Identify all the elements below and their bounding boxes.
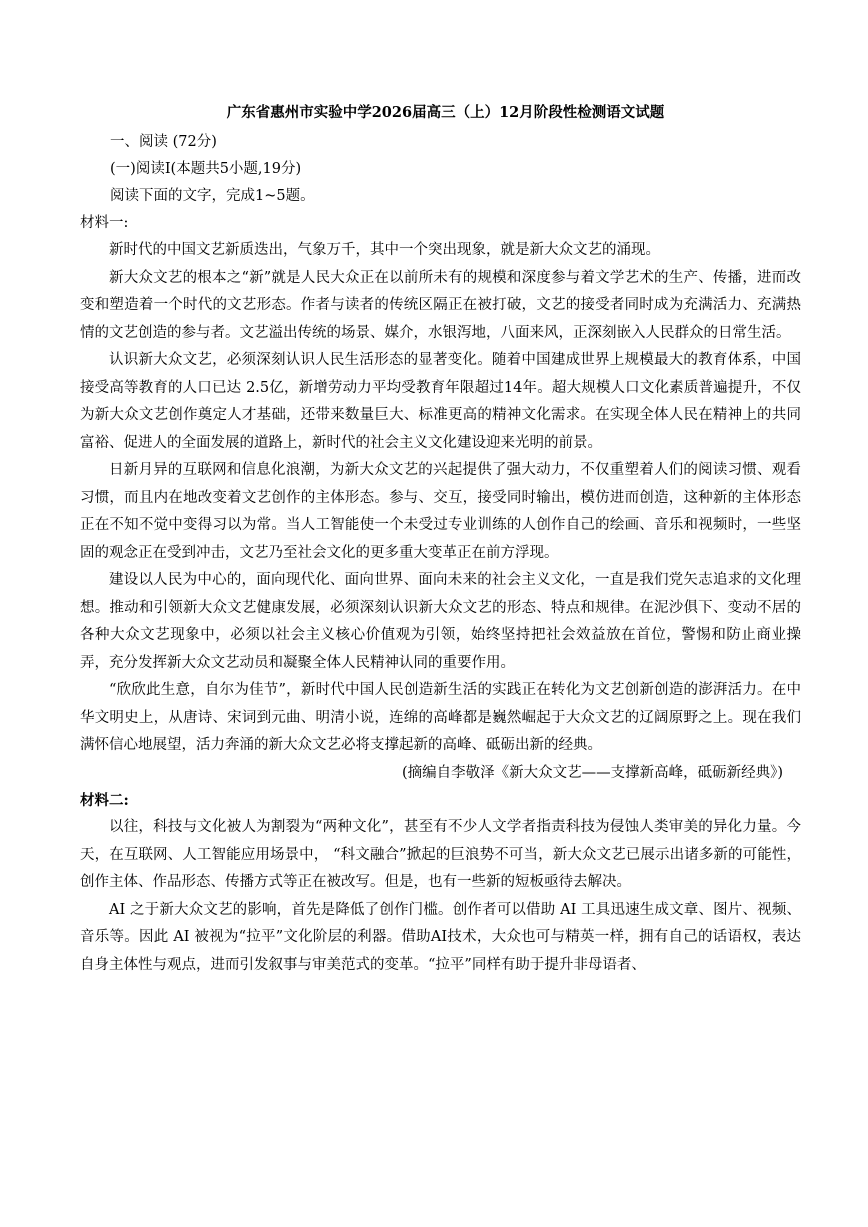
material1-paragraph: 建设以人民为中心的，面向现代化、面向世界、面向未来的社会主义文化，一直是我们党矢志追求的文化理想。推动和引领新大众文艺健康发展，必须深刻认识新大众文艺的形态、特点和规律。在泥沙俱下、变动不居的各种大众文艺现象中，必须以社会主义核心价值观为引领，始终坚持把社会效益放在首位，警惕和防止商业操弄，充分发挥新大众文艺动员和凝聚全体人民精神认同的重要作用。 — [80, 572, 801, 671]
material2-paragraph: 以往，科技与文化被人为割裂为“两种文化”，甚至有不少人文学者指责科技为侵蚀人类审美的异化力量。今天，在互联网、人工智能应用场景中， “科文融合”掀起的巨浪势不可当，新大众文艺已展示出诸多新的可能性，创作主体、作品形态、传播方式等正在被改写。但是，也有一些新的短板亟待去解决。 — [80, 819, 801, 890]
document-body — [80, 103, 801, 979]
subsection-heading: (一)阅读Ⅰ(本题共5小题,19分) — [110, 161, 302, 177]
material1-paragraph: 日新月异的互联网和信息化浪潮，为新大众文艺的兴起提供了强大动力，不仅重塑着人们的阅读习惯、观看习惯，而且内在地改变着文艺创作的主体形态。参与、交互，接受同时输出，模仿进而创造，这种新的主体形态正在不知不觉中变得习以为常。当人工智能使一个未受过专业训练的人创作自己的绘画、音乐和视频时，一些坚固的观念正在受到冲击，文艺乃至社会文化的更多重大变革正在前方浮现。 — [80, 462, 801, 561]
material1-paragraph: 新时代的中国文艺新质迭出，气象万千，其中一个突出现象，就是新大众文艺的涌现。 — [109, 242, 660, 258]
material2-label: 材料二: — [80, 792, 129, 809]
material2-paragraph: AI 之于新大众文艺的影响，首先是降低了创作门槛。创作者可以借助 AI 工具迅速生成文章、图片、视频、音乐等。因此 AI 被视为“拉平”文化阶层的利器。借助AI技术，大众也可与精英一样，拥有自己的话语权，表达自身主体性与观点，进而引发叙事与审美范式的变革。“拉平”同样有助于提升非母语者、 — [80, 901, 801, 973]
material1-label: 材料一: — [80, 215, 129, 231]
material1-paragraph: 新大众文艺的根本之“新”就是人民大众正在以前所未有的规模和深度参与着文学艺术的生产、传播，进而改变和塑造着一个时代的文艺形态。作者与读者的传统区隔正在被打破，文艺的接受者同时成为充满活力、充满热情的文艺创造的参与者。文艺溢出传统的场景、媒介，水银泻地，八面来风，正深刻嵌入人民群众的日常生活。 — [80, 269, 801, 341]
material1-paragraph: “欣欣此生意，自尔为佳节”，新时代中国人民创造新生活的实践正在转化为文艺创新创造的澎湃活力。在中华文明史上，从唐诗、宋词到元曲、明清小说，连绵的高峰都是巍然崛起于大众文艺的辽阔原野之上。现在我们满怀信心地展望，活力奔涌的新大众文艺必将支撑起新的高峰、砥砺出新的经典。 — [80, 682, 801, 753]
section-heading: 一、阅读 (72分) — [110, 134, 217, 150]
instruction-text: 阅读下面的文字，完成1~5题。 — [110, 188, 315, 204]
material1-source: (摘编自李敬泽《新大众文艺——支撑新高峰，砥砺新经典》) — [401, 764, 783, 781]
material1-paragraph: 认识新大众文艺，必须深刻认识人民生活形态的显著变化。随着中国建成世界上规模最大的教育体系，中国接受高等教育的人口已达 2.5亿，新增劳动力平均受教育年限超过14年。超大规模人口文化素质普遍提升，不仅为新大众文艺创作奠定人才基础，还带来数量巨大、标准更高的精神文化需求。在实现全体人民在精神上的共同富裕、促进人的全面发展的道路上，新时代的社会主义文化建设迎来光明的前景。 — [80, 352, 801, 451]
page-title: 广东省惠州市实验中学2026届高三（上）12月阶段性检测语文试题 — [226, 104, 665, 121]
